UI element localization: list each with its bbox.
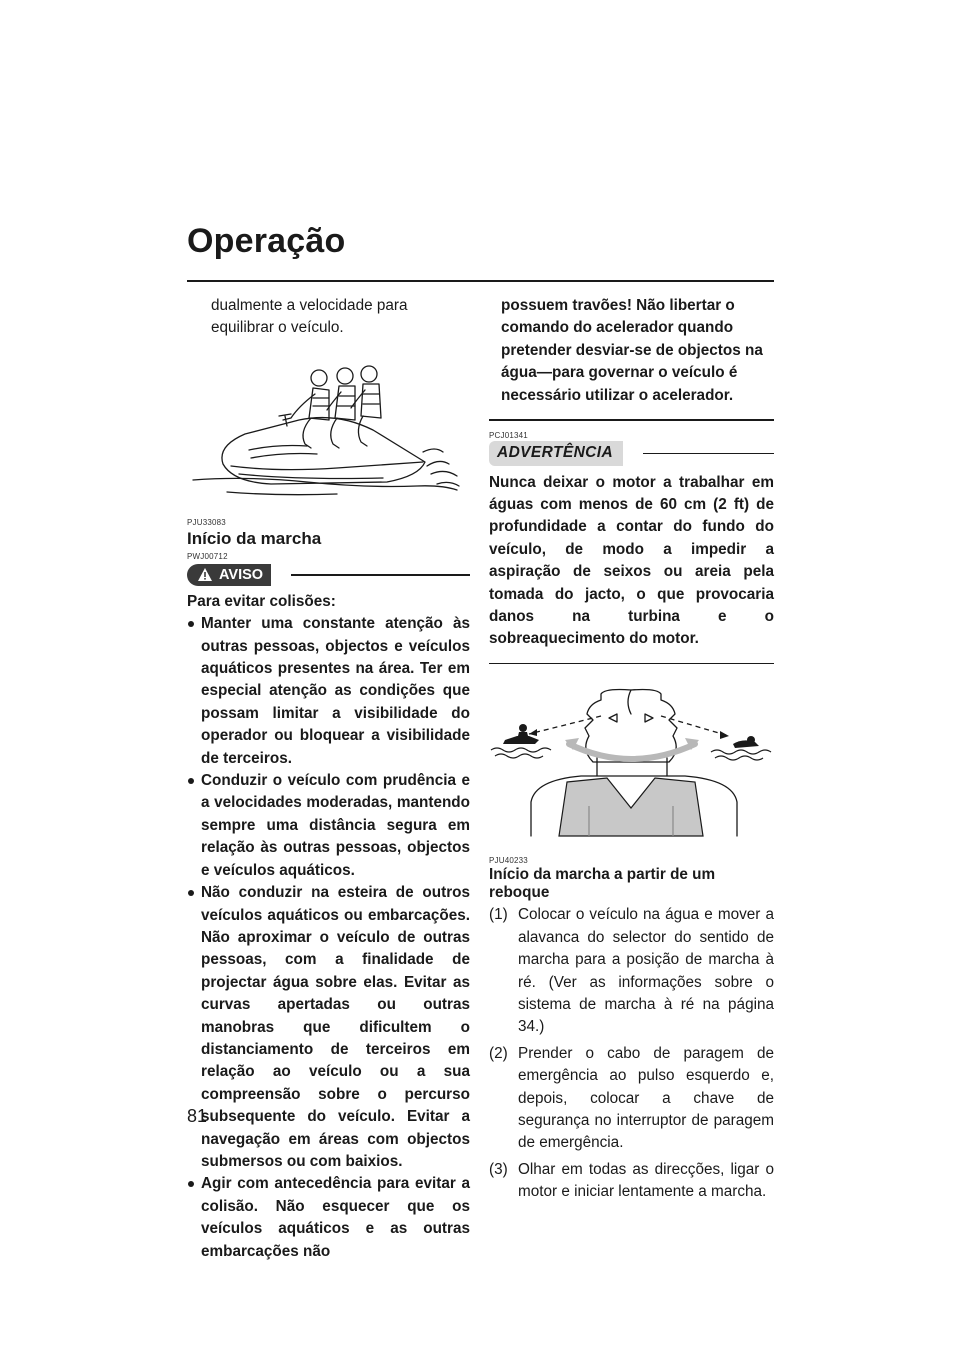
caution-end-rule <box>489 663 774 665</box>
step-number: (3) <box>489 1160 508 1178</box>
caution-text: Nunca deixar o motor a trabalhar em águas com menos de 60 cm (2 ft) de profundidade a contar do fundo do veículo, de modo a impedir a aspiração de seixos ou areia pela tomada do jacto, o que provocaria danos na turbina e o sobreaquecimento do motor. <box>489 473 774 648</box>
steps-list <box>489 904 774 1203</box>
warning-intro: Para evitar colisões: <box>187 592 336 610</box>
bullet-dot <box>188 890 194 896</box>
bullet-dot <box>188 778 194 784</box>
advertencia-badge: ADVERTÊNCIA <box>489 441 623 466</box>
warning-triangle-icon <box>197 567 213 582</box>
list-item <box>187 770 470 882</box>
look-around-illustration <box>489 678 774 838</box>
step-text: Olhar em todas as direcções, ligar o motor e iniciar lentamente a marcha. <box>518 1160 774 1201</box>
right-column <box>489 295 774 1204</box>
warning-bullets <box>187 613 470 1263</box>
warning-code: PWJ00712 <box>187 551 228 561</box>
aviso-label: AVISO <box>219 566 264 583</box>
list-item <box>489 1043 774 1155</box>
section-title: Início da marcha <box>187 528 322 548</box>
caution-header <box>489 442 774 466</box>
section-code: PJU33083 <box>187 517 226 527</box>
list-item <box>489 904 774 1038</box>
caution-code: PCJ01341 <box>489 430 528 440</box>
list-item <box>187 1173 470 1263</box>
page-number: 81 <box>187 1106 208 1126</box>
bullet-text: Manter uma constante atenção às outras pessoas, objectos e veículos aquáticos presentes na área. Ter em especial atenção as condições que possam limitar a visibilidade do operador ou bloquear a visibilidade de terceiros. <box>201 615 470 767</box>
list-item <box>187 613 470 770</box>
bullet-text: Agir com antecedência para evitar a colisão. Não esquecer que os veículos aquáticos e as outras embarcações não <box>201 1175 470 1260</box>
caution-head-rule <box>643 453 774 455</box>
list-item <box>489 1159 774 1204</box>
bullet-dot <box>188 1181 194 1187</box>
subsection-title: Início da marcha a partir de um reboque <box>489 866 716 902</box>
bullet-dot <box>188 621 194 627</box>
warning-continued-text: possuem travões! Não libertar o comando do acelerador quando pretender desviar-se de objectos na água—para governar o veículo é necessário utilizar o acelerador. <box>501 297 763 404</box>
left-column <box>187 295 470 1263</box>
list-item <box>187 882 470 1173</box>
warning-end-rule <box>489 419 774 421</box>
step-number: (1) <box>489 906 508 924</box>
subsection-code: PJU40233 <box>489 856 528 866</box>
header-rule <box>187 280 774 282</box>
continued-text: dualmente a velocidade para equilibrar o veículo. <box>211 297 408 337</box>
aviso-badge <box>187 564 271 586</box>
bullet-text: Não conduzir na esteira de outros veículos aquáticos ou embarcações. Não aproximar o veículo de outras pessoas, com a finalidade de projectar água sobre elas. Evitar as curvas apertadas ou outras manobras que dificultem o distanciamento de terceiros em relação ao veículo ou a sua compreensão sobre o percurso subsequente do veículo. Evitar a navegação em áreas com objectos submersos ou com baixios. <box>201 884 470 1170</box>
warning-head-rule <box>291 574 470 576</box>
warning-header <box>187 563 470 587</box>
jet-ski-riders-illustration <box>187 354 470 514</box>
page-title: Operação <box>187 222 346 260</box>
step-text: Colocar o veículo na água e mover a alavanca do selector do sentido de marcha para a posição de marcha à ré. (Ver as informações sobre o sistema de marcha à ré na página 34.) <box>518 906 774 1036</box>
step-number: (2) <box>489 1044 508 1062</box>
step-text: Prender o cabo de paragem de emergência ao pulso esquerdo e, depois, colocar a chave de segurança no interruptor de paragem de emergência. <box>518 1044 774 1152</box>
bullet-text: Conduzir o veículo com prudência e a velocidades moderadas, mantendo sempre uma distância segura em relação às outras pessoas, objectos e veículos aquáticos. <box>201 772 470 879</box>
